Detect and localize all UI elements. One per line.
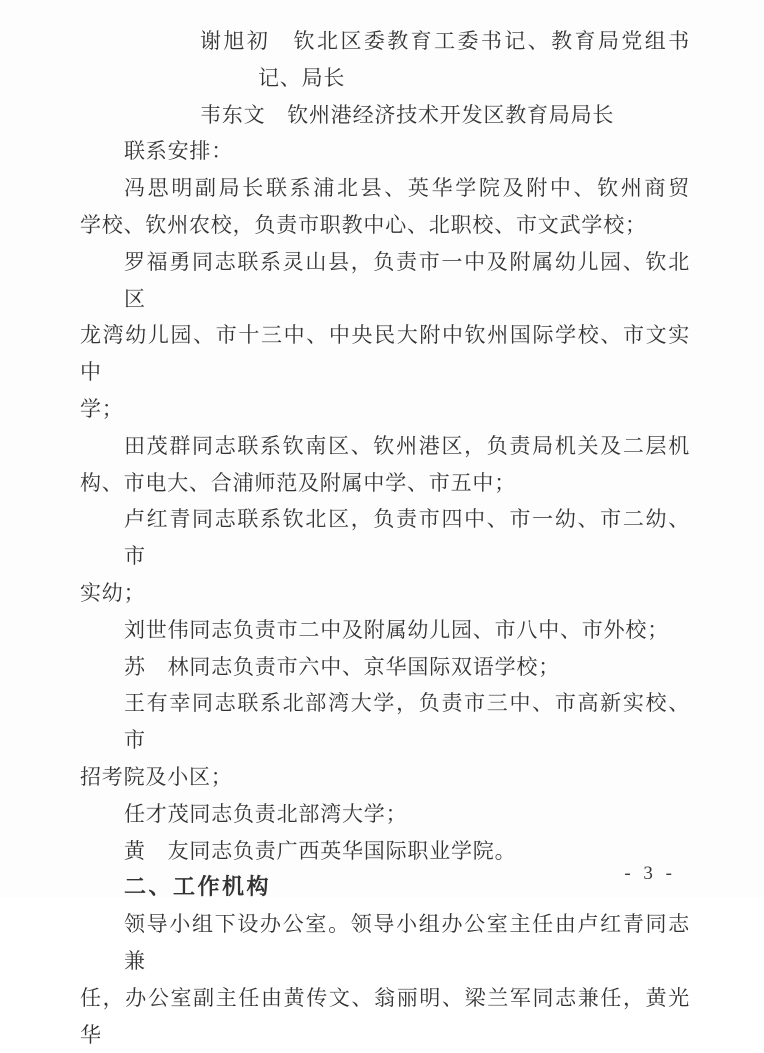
text-line: 实幼； — [80, 580, 146, 605]
text-line: 卢红青同志联系钦北区，负责市四中、市一幼、市二幼、市 — [124, 507, 690, 569]
document-body — [80, 23, 690, 1053]
text-line: 田茂群同志联系钦南区、钦州港区，负责局机关及二层机 — [124, 433, 690, 458]
text-line: 龙湾幼儿园、市十三中、中央民大附中钦州国际学校、市文实中 — [80, 323, 690, 385]
text-line: 学校、钦州农校，负责市职教中心、北职校、市文武学校； — [80, 212, 647, 237]
text-line: 苏 林同志负责市六中、京华国际双语学校； — [124, 654, 560, 679]
text-line: 任才茂同志负责北部湾大学； — [124, 801, 408, 826]
text-line: 领导小组下设办公室。领导小组办公室主任由卢红青同志兼 — [124, 912, 690, 973]
text-line: 记、局长 — [258, 65, 346, 90]
page-number: - 3 - — [624, 863, 676, 884]
text-line: 联系安排： — [124, 139, 233, 164]
section-heading: 二、工作机构 — [124, 874, 272, 900]
text-line: 招考院及小区； — [80, 764, 233, 789]
text-line: 黄 友同志负责广西英华国际职业学院。 — [124, 838, 517, 863]
text-line: 学； — [80, 396, 124, 421]
text-line: 韦东文 钦州港经济技术开发区教育局局长 — [200, 102, 615, 127]
text-line: 王有幸同志联系北部湾大学，负责市三中、市高新实校、市 — [124, 691, 690, 753]
text-line: 任，办公室副主任由黄传文、翁丽明、梁兰军同志兼任，黄光华 — [80, 985, 690, 1047]
text-line: 冯思明副局长联系浦北县、英华学院及附中、钦州商贸 — [124, 176, 690, 201]
text-line: 谢旭初 钦北区委教育工委书记、教育局党组书 — [200, 29, 690, 53]
text-line: 构、市电大、合浦师范及附属中学、市五中； — [80, 470, 516, 495]
text-line: 罗福勇同志联系灵山县，负责市一中及附属幼儿园、钦北区 — [124, 249, 690, 311]
text-line: 刘世伟同志负责市二中及附属幼儿园、市八中、市外校； — [124, 617, 669, 642]
